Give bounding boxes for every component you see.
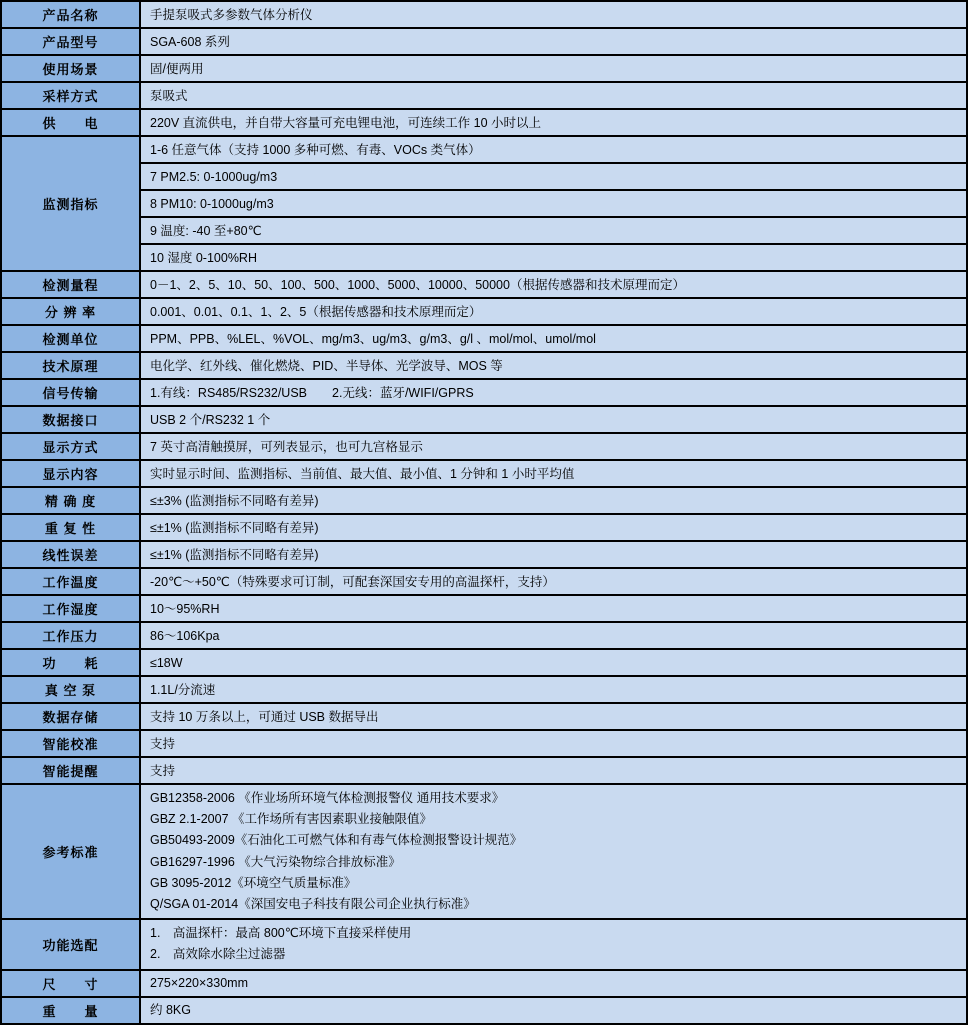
row-value-monitoring-indicators-3: 9 温度: -40 至+80℃	[140, 217, 967, 244]
row-value-smart-calibration: 支持	[140, 730, 967, 757]
spec-row-sampling-method	[1, 82, 967, 109]
row-label-usage-scenario: 使用场景	[1, 55, 140, 82]
spec-row-smart-calibration	[1, 730, 967, 757]
row-label-power-supply: 供 电	[1, 109, 140, 136]
spec-table-body	[1, 1, 967, 1024]
row-value-monitoring-indicators-1: 7 PM2.5: 0-1000ug/m3	[140, 163, 967, 190]
spec-row-vacuum-pump	[1, 676, 967, 703]
row-value-smart-reminder: 支持	[140, 757, 967, 784]
row-label-display-mode: 显示方式	[1, 433, 140, 460]
spec-row-monitoring-indicators-0	[1, 136, 967, 163]
spec-row-data-storage	[1, 703, 967, 730]
spec-row-monitoring-indicators-3	[1, 217, 967, 244]
row-value-data-interface: USB 2 个/RS232 1 个	[140, 406, 967, 433]
row-label-linearity-error: 线性误差	[1, 541, 140, 568]
row-label-monitoring-indicators: 监测指标	[1, 136, 140, 271]
row-value-dimensions: 275×220×330mm	[140, 970, 967, 997]
row-label-resolution: 分 辨 率	[1, 298, 140, 325]
row-value-reference-standards-line-4: GB 3095-2012《环境空气质量标准》	[150, 875, 357, 890]
row-value-technical-principle: 电化学、红外线、催化燃烧、PID、半导体、光学波导、MOS 等	[140, 352, 967, 379]
spec-row-product-model	[1, 28, 967, 55]
spec-row-working-humidity	[1, 595, 967, 622]
row-label-sampling-method: 采样方式	[1, 82, 140, 109]
row-value-working-pressure: 86～106Kpa	[140, 622, 967, 649]
row-value-working-temperature: -20℃～+50℃（特殊要求可订制，可配套深国安专用的高温探杆，支持）	[140, 568, 967, 595]
row-value-working-humidity: 10～95%RH	[140, 595, 967, 622]
row-value-display-mode: 7 英寸高清触摸屏，可列表显示，也可九宫格显示	[140, 433, 967, 460]
row-value-resolution: 0.001、0.01、0.1、1、2、5（根据传感器和技术原理而定）	[140, 298, 967, 325]
spec-row-working-pressure	[1, 622, 967, 649]
row-label-working-humidity: 工作湿度	[1, 595, 140, 622]
spec-row-accuracy	[1, 487, 967, 514]
spec-row-product-name	[1, 1, 967, 28]
row-label-signal-transmission: 信号传输	[1, 379, 140, 406]
row-label-detection-unit: 检测单位	[1, 325, 140, 352]
row-label-power-consumption: 功 耗	[1, 649, 140, 676]
row-value-detection-unit: PPM、PPB、%LEL、%VOL、mg/m3、ug/m3、g/m3、g/l 、mol/mol、umol/mol	[140, 325, 967, 352]
row-value-product-model: SGA-608 系列	[140, 28, 967, 55]
spec-row-power-supply	[1, 109, 967, 136]
row-value-power-supply: 220V 直流供电，并自带大容量可充电锂电池，可连续工作 10 小时以上	[140, 109, 967, 136]
row-label-smart-calibration: 智能校准	[1, 730, 140, 757]
spec-row-optional-features	[1, 919, 967, 969]
spec-row-display-content	[1, 460, 967, 487]
row-label-technical-principle: 技术原理	[1, 352, 140, 379]
spec-row-detection-unit	[1, 325, 967, 352]
row-value-optional-features	[140, 919, 967, 969]
row-value-linearity-error: ≤±1% (监测指标不同略有差异)	[140, 541, 967, 568]
row-value-reference-standards-line-1: GBZ 2.1-2007 《工作场所有害因素职业接触限值》	[150, 812, 432, 827]
row-value-reference-standards	[140, 784, 967, 919]
row-label-optional-features: 功能选配	[1, 919, 140, 969]
row-value-sampling-method: 泵吸式	[140, 82, 967, 109]
row-label-working-temperature: 工作温度	[1, 568, 140, 595]
row-value-monitoring-indicators-4: 10 湿度 0-100%RH	[140, 244, 967, 271]
row-value-repeatability: ≤±1% (监测指标不同略有差异)	[140, 514, 967, 541]
spec-row-monitoring-indicators-2	[1, 190, 967, 217]
spec-row-weight	[1, 997, 967, 1024]
row-label-detection-range: 检测量程	[1, 271, 140, 298]
row-value-usage-scenario: 固/便两用	[140, 55, 967, 82]
row-value-reference-standards-line-3: GB16297-1996 《大气污染物综合排放标准》	[150, 854, 401, 869]
spec-row-smart-reminder	[1, 757, 967, 784]
spec-row-dimensions	[1, 970, 967, 997]
row-value-optional-features-line-0: 1. 高温探杆：最高 800℃环境下直接采样使用	[150, 926, 412, 941]
row-value-vacuum-pump: 1.1L/分流速	[140, 676, 967, 703]
spec-row-monitoring-indicators-1	[1, 163, 967, 190]
spec-row-monitoring-indicators-4	[1, 244, 967, 271]
row-value-reference-standards-line-2: GB50493-2009《石油化工可燃气体和有毒气体检测报警设计规范》	[150, 833, 523, 848]
spec-row-repeatability	[1, 514, 967, 541]
row-value-weight: 约 8KG	[140, 997, 967, 1024]
row-value-monitoring-indicators-2: 8 PM10: 0-1000ug/m3	[140, 190, 967, 217]
row-value-product-name: 手提泵吸式多参数气体分析仪	[140, 1, 967, 28]
row-label-weight: 重 量	[1, 997, 140, 1024]
row-value-reference-standards-line-0: GB12358-2006 《作业场所环境气体检测报警仪 通用技术要求》	[150, 791, 505, 805]
row-value-detection-range: 0－1、2、5、10、50、100、500、1000、5000、10000、50000（根据传感器和技术原理而定）	[140, 271, 967, 298]
spec-row-data-interface	[1, 406, 967, 433]
row-label-repeatability: 重 复 性	[1, 514, 140, 541]
spec-row-working-temperature	[1, 568, 967, 595]
spec-row-reference-standards	[1, 784, 967, 919]
row-value-display-content: 实时显示时间、监测指标、当前值、最大值、最小值、1 分钟和 1 小时平均值	[140, 460, 967, 487]
spec-row-technical-principle	[1, 352, 967, 379]
spec-row-usage-scenario	[1, 55, 967, 82]
row-label-vacuum-pump: 真 空 泵	[1, 676, 140, 703]
row-label-data-interface: 数据接口	[1, 406, 140, 433]
row-value-signal-transmission: 1.有线：RS485/RS232/USB 2.无线：蓝牙/WIFI/GPRS	[140, 379, 967, 406]
spec-row-detection-range	[1, 271, 967, 298]
row-label-reference-standards: 参考标准	[1, 784, 140, 919]
row-value-monitoring-indicators-0: 1-6 任意气体（支持 1000 多种可燃、有毒、VOCs 类气体）	[140, 136, 967, 163]
row-label-smart-reminder: 智能提醒	[1, 757, 140, 784]
spec-row-signal-transmission	[1, 379, 967, 406]
row-label-accuracy: 精 确 度	[1, 487, 140, 514]
row-value-power-consumption: ≤18W	[140, 649, 967, 676]
spec-row-power-consumption	[1, 649, 967, 676]
row-label-dimensions: 尺 寸	[1, 970, 140, 997]
row-label-working-pressure: 工作压力	[1, 622, 140, 649]
row-value-reference-standards-line-5: Q/SGA 01-2014《深国安电子科技有限公司企业执行标准》	[150, 897, 476, 912]
row-label-display-content: 显示内容	[1, 460, 140, 487]
spec-row-linearity-error	[1, 541, 967, 568]
row-label-data-storage: 数据存储	[1, 703, 140, 730]
spec-row-resolution	[1, 298, 967, 325]
row-label-product-name: 产品名称	[1, 1, 140, 28]
row-value-optional-features-line-1: 2. 高效除水除尘过滤器	[150, 947, 286, 962]
row-value-accuracy: ≤±3% (监测指标不同略有差异)	[140, 487, 967, 514]
spec-row-display-mode	[1, 433, 967, 460]
row-value-data-storage: 支持 10 万条以上，可通过 USB 数据导出	[140, 703, 967, 730]
row-label-product-model: 产品型号	[1, 28, 140, 55]
